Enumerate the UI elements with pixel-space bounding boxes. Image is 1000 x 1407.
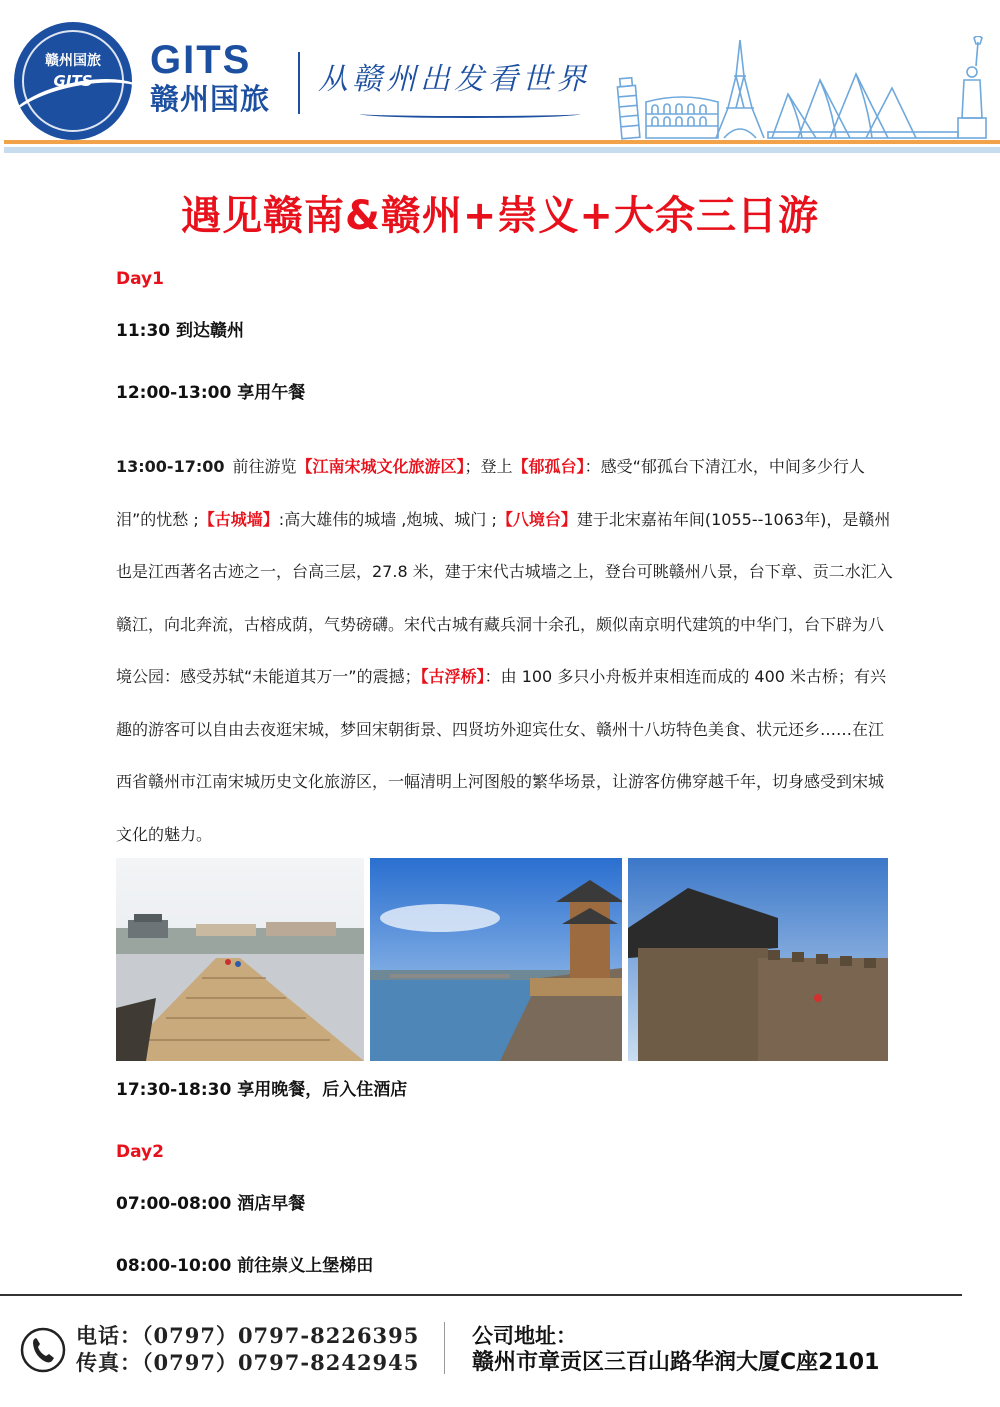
pisa-tower-icon — [617, 77, 640, 138]
slogan: 从赣州出发看世界 — [318, 62, 590, 97]
brand-name-en: GITS — [150, 38, 252, 82]
photo-floating-bridge — [116, 858, 364, 1061]
landmarks-illustration — [612, 36, 1000, 140]
highlight-jiangnan-song-city: 【江南宋城文化旅游区】 — [296, 457, 465, 476]
day1-label: Day1 — [116, 269, 164, 289]
footer-fax: 传真：（0797）0797-8242945 — [76, 1350, 420, 1375]
highlight-bajing-terrace: 【八境台】 — [496, 509, 577, 529]
slogan-underline — [360, 110, 580, 118]
eiffel-tower-icon — [716, 40, 764, 138]
para-text-4: :高大雄伟的城墙 ,炮城、城门 ; — [278, 509, 497, 529]
day1-itinerary-paragraph — [116, 441, 896, 861]
day2-item-breakfast: 07:00-08:00 酒店早餐 — [116, 1194, 306, 1214]
para-text-6: ：由 100 多只小舟板并束相连而成的 400 米古桥；有兴趣的游客可以自由去夜逛宋城，梦回宋朝街景、四贤坊外迎宾仕女、赣州十八坊特色美食、状元还乡……在江西省赣州市江南宋城历史文化旅游区，一幅清明上河图般的繁华场景，让游客仿佛穿越千年，切身感受到宋城文化的魅力。 — [116, 667, 887, 844]
highlight-yugu-terrace: 【郁孤台】 — [512, 457, 585, 476]
logo-ring-text: 赣州国旅 — [45, 53, 101, 69]
brand-name-cn: 赣州国旅 — [150, 82, 271, 116]
header-divider — [298, 52, 300, 114]
photo-bajing-terrace — [370, 858, 622, 1061]
sydney-opera-house-icon — [768, 74, 958, 138]
page-header — [0, 0, 1000, 160]
day2-label: Day2 — [116, 1142, 164, 1162]
page-title: 遇见赣南&赣州+崇义+大余三日游 — [181, 193, 819, 239]
colosseum-icon — [646, 97, 718, 138]
highlight-ancient-city-wall: 【古城墙】 — [198, 509, 279, 529]
header-blue-bar — [4, 147, 1000, 153]
footer-divider — [0, 1294, 962, 1296]
para-text-5: 建于北宋嘉祐年间(1055--1063年)，是赣州也是江西著名古迹之一，台高三层，27.8 米，建于宋代古城墙之上，登台可眺赣州八景，台下章、贡二水汇入赣江，向北奔流，古榕成荫，气势磅礴。宋代古城有藏兵洞十余孔，颇似南京明代建筑的中华门，台下辟为八境公园：感受苏轼“未能道其万一”的震撼； — [116, 509, 893, 686]
para-text-3: ：感受“郁孤台下清江水，中间多少行人泪”的忧愁 ; — [116, 457, 865, 529]
highlight-ancient-floating-bridge: 【古浮桥】 — [420, 667, 485, 686]
day1-item-dinner-hotel: 17:30-18:30 享用晚餐，后入住酒店 — [116, 1080, 408, 1100]
logo-ring-gits: GITS — [53, 72, 93, 90]
para-text-2: ；登上 — [464, 457, 513, 476]
day1-item-lunch: 12:00-13:00 享用午餐 — [116, 383, 306, 403]
header-accent-bar — [4, 140, 1000, 144]
phone-icon — [20, 1327, 66, 1373]
footer-address-label: 公司地址： — [472, 1324, 577, 1348]
gits-logo — [14, 22, 132, 140]
photo-ancient-city-wall — [628, 858, 888, 1061]
statue-of-liberty-icon — [958, 36, 986, 138]
para-text-1: 前往游览 — [232, 457, 297, 476]
day1-item-arrival: 11:30 到达赣州 — [116, 321, 245, 341]
day2-item-chongyi-terraces: 08:00-10:00 前往崇义上堡梯田 — [116, 1256, 374, 1276]
para-time: 13:00-17:00 — [116, 457, 225, 476]
footer-phone: 电话：（0797）0797-8226395 — [76, 1323, 420, 1348]
footer-address: 赣州市章贡区三百山路华润大厦C座2101 — [472, 1350, 880, 1375]
footer-vertical-divider — [444, 1322, 445, 1374]
